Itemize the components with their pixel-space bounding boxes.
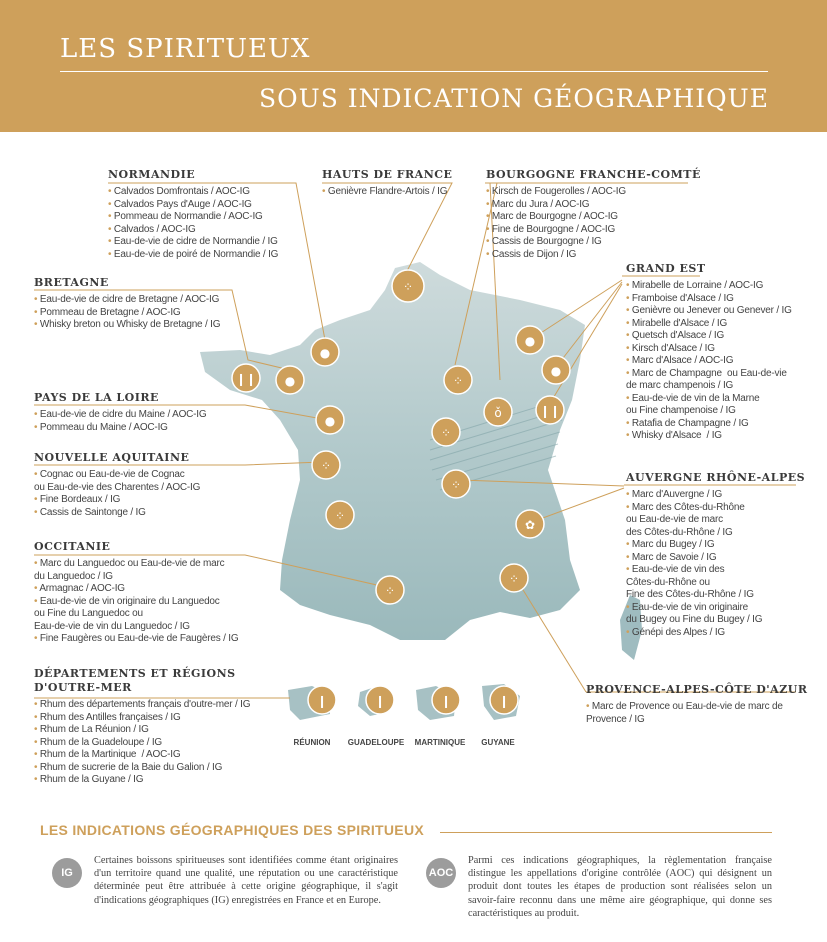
ig-description: Certaines boissons spiritueuses sont identifiées comme étant originaires d'un territoire quand une qualité, une réputation ou une caractéristique déterminée peut être attribuée à cette origine géographique, il s'agit d'indications géographiques (IG) enregistrées en France et en Europe. [94, 855, 398, 906]
svg-text:❙❙: ❙❙ [539, 404, 561, 418]
region-title: BOURGOGNE FRANCHE-COMTÉ [486, 168, 701, 181]
product-item: • Genièvre ou Jenever ou Genever / IG [626, 305, 792, 318]
svg-text:ǒ: ǒ [494, 406, 502, 420]
product-item: • Fine Bordeaux / IG [34, 494, 200, 507]
product-item: • Fine Faugères ou Eau-de-vie de Faugères / IG [34, 633, 238, 646]
product-item: • Cassis de Saintonge / IG [34, 507, 200, 520]
svg-text:⁘: ⁘ [440, 426, 452, 440]
ig-badge: IG [52, 858, 82, 888]
region-title: GRAND EST [626, 262, 706, 275]
product-item: • Cognac ou Eau-de-vie de Cognac ou Eau-de-vie des Charentes / AOC-IG [34, 469, 200, 494]
product-item: • Marc d'Alsace / AOC-IG [626, 355, 792, 368]
aoc-badge: AOC [426, 858, 456, 888]
product-item: • Ratafia de Champagne / IG [626, 418, 792, 431]
product-item: • Pommeau de Bretagne / AOC-IG [34, 307, 220, 320]
product-item: • Mirabelle de Lorraine / AOC-IG [626, 280, 792, 293]
product-list [34, 294, 220, 332]
region-occitanie [34, 540, 238, 646]
product-item: • Rhum des Antilles françaises / IG [34, 712, 250, 725]
region-pays-de-la-loire [34, 391, 206, 434]
region-normandie [108, 168, 278, 261]
product-item: • Kirsch d'Alsace / IG [626, 343, 792, 356]
svg-text:❙❙: ❙❙ [235, 372, 257, 386]
svg-text:●: ● [324, 414, 336, 428]
product-item: • Quetsch d'Alsace / IG [626, 330, 792, 343]
product-list [322, 186, 452, 199]
svg-text:●: ● [319, 346, 331, 360]
svg-text:❙: ❙ [440, 694, 452, 708]
product-item: • Rhum de La Réunion / IG [34, 724, 250, 737]
product-item: • Marc des Côtes-du-Rhône ou Eau-de-vie de marc des Côtes-du-Rhône / IG [626, 502, 805, 540]
dom-label-martinique: MARTINIQUE [414, 738, 466, 747]
region-nouvelle-aquitaine [34, 451, 200, 519]
info-section-divider [440, 832, 772, 833]
svg-text:❙: ❙ [316, 694, 328, 708]
region-title: AUVERGNE RHÔNE-ALPES [626, 471, 806, 484]
title-line-1: LES SPIRITUEUX [60, 34, 311, 64]
product-item: • Eau-de-vie de poiré de Normandie / IG [108, 249, 278, 262]
product-item: • Eau-de-vie de vin originaire du Languedoc ou Fine du Languedoc ou Eau-de-vie de vin du Languedoc / IG [34, 596, 238, 634]
product-item: • Rhum de la Martinique / AOC-IG [34, 749, 250, 762]
region-auvergne-rhone-alpes [626, 471, 805, 639]
svg-text:●: ● [550, 364, 562, 378]
product-item: • Eau-de-vie de cidre du Maine / AOC-IG [34, 409, 206, 422]
dom-label-reunion: RÉUNION [293, 738, 331, 747]
product-item: • Rhum de sucrerie de la Baie du Galion / IG [34, 762, 250, 775]
region-bourgogne [486, 168, 701, 261]
product-item: • Eau-de-vie de cidre de Normandie / IG [108, 236, 278, 249]
product-item: • Marc d'Auvergne / IG [626, 489, 805, 502]
region-outre-mer [34, 667, 250, 787]
product-item: • Pommeau de Normandie / AOC-IG [108, 211, 278, 224]
product-item: • Whisky d'Alsace / IG [626, 430, 792, 443]
product-item: • Whisky breton ou Whisky de Bretagne / IG [34, 319, 220, 332]
product-item: • Marc de Bourgogne / AOC-IG [486, 211, 701, 224]
region-paca [586, 683, 807, 726]
product-item: • Rhum de la Guyane / IG [34, 774, 250, 787]
product-item: • Rhum des départements français d'outre-mer / IG [34, 699, 250, 712]
region-bretagne [34, 276, 220, 332]
region-title: OCCITANIE [34, 540, 111, 553]
dom-label-guyane: GUYANE [481, 738, 515, 747]
product-list [626, 280, 792, 443]
svg-text:⁘: ⁘ [452, 374, 464, 388]
product-item: • Pommeau du Maine / AOC-IG [34, 422, 206, 435]
product-list [34, 558, 238, 646]
region-title: HAUTS DE FRANCE [322, 168, 453, 181]
product-item: • Armagnac / AOC-IG [34, 583, 238, 596]
region-title: PROVENCE-ALPES-CÔTE D'AZUR [586, 683, 808, 696]
product-item: • Marc de Provence ou Eau-de-vie de marc de Provence / IG [586, 701, 807, 726]
svg-text:●: ● [524, 334, 536, 348]
dom-label-guadeloupe: GUADELOUPE [347, 738, 405, 747]
product-item: • Genièvre Flandre-Artois / IG [322, 186, 452, 199]
svg-text:⁘: ⁘ [334, 509, 346, 523]
svg-text:●: ● [284, 374, 296, 388]
product-item: • Mirabelle d'Alsace / IG [626, 318, 792, 331]
product-item: • Marc du Bugey / IG [626, 539, 805, 552]
product-item: • Marc du Jura / AOC-IG [486, 199, 701, 212]
info-section-title: LES INDICATIONS GÉOGRAPHIQUES DES SPIRITUEUX [40, 822, 424, 838]
product-list [34, 409, 206, 434]
product-list [34, 469, 200, 519]
svg-text:⁘: ⁘ [320, 459, 332, 473]
region-title: NOUVELLE AQUITAINE [34, 451, 190, 464]
product-item: • Eau-de-vie de vin originaire du Bugey ou Fine du Bugey / IG [626, 602, 805, 627]
product-item: • Framboise d'Alsace / IG [626, 293, 792, 306]
product-item: • Fine de Bourgogne / AOC-IG [486, 224, 701, 237]
product-item: • Rhum de la Guadeloupe / IG [34, 737, 250, 750]
product-item: • Calvados Pays d'Auge / AOC-IG [108, 199, 278, 212]
product-list [108, 186, 278, 261]
svg-text:❙: ❙ [374, 694, 386, 708]
svg-text:⁘: ⁘ [508, 572, 520, 586]
region-title: NORMANDIE [108, 168, 196, 181]
region-title: PAYS DE LA LOIRE [34, 391, 159, 404]
product-item: • Génépi des Alpes / IG [626, 627, 805, 640]
svg-text:⁘: ⁘ [402, 280, 414, 294]
product-item: • Marc du Languedoc ou Eau-de-vie de marc du Languedoc / IG [34, 558, 238, 583]
region-title: DÉPARTEMENTS ET RÉGIONS D'OUTRE-MER [34, 667, 236, 694]
product-item: • Calvados / AOC-IG [108, 224, 278, 237]
product-list [486, 186, 701, 261]
product-list [586, 701, 807, 726]
region-hauts-de-france [322, 168, 452, 199]
svg-text:❙: ❙ [498, 694, 510, 708]
product-item: • Calvados Domfrontais / AOC-IG [108, 186, 278, 199]
region-title: BRETAGNE [34, 276, 109, 289]
product-item: • Cassis de Bourgogne / IG [486, 236, 701, 249]
product-item: • Marc de Champagne ou Eau-de-vie de marc champenois / IG [626, 368, 792, 393]
product-item: • Marc de Savoie / IG [626, 552, 805, 565]
product-item: • Eau-de-vie de cidre de Bretagne / AOC-IG [34, 294, 220, 307]
product-item: • Eau-de-vie de vin des Côtes-du-Rhône ou Fine des Côtes-du-Rhône / IG [626, 564, 805, 602]
svg-text:⁘: ⁘ [384, 584, 396, 598]
product-item: • Eau-de-vie de vin de la Marne ou Fine champenoise / IG [626, 393, 792, 418]
region-grand-est [626, 262, 792, 443]
title-line-2: SOUS INDICATION GÉOGRAPHIQUE [259, 84, 769, 113]
svg-text:⁘: ⁘ [450, 478, 462, 492]
svg-text:✿: ✿ [524, 518, 536, 532]
product-list [34, 699, 250, 787]
aoc-description: Parmi ces indications géographiques, la règlementation française distingue les appellations d'origine contrôlée (AOC) qui désignent un produit dont toutes les étapes de production sont réalisées selon un savoir-faire reconnu dans une même aire géographique, qui donne ses caractéristiques au produit. [468, 855, 772, 919]
product-list [626, 489, 805, 639]
product-item: • Cassis de Dijon / IG [486, 249, 701, 262]
product-item: • Kirsch de Fougerolles / AOC-IG [486, 186, 701, 199]
